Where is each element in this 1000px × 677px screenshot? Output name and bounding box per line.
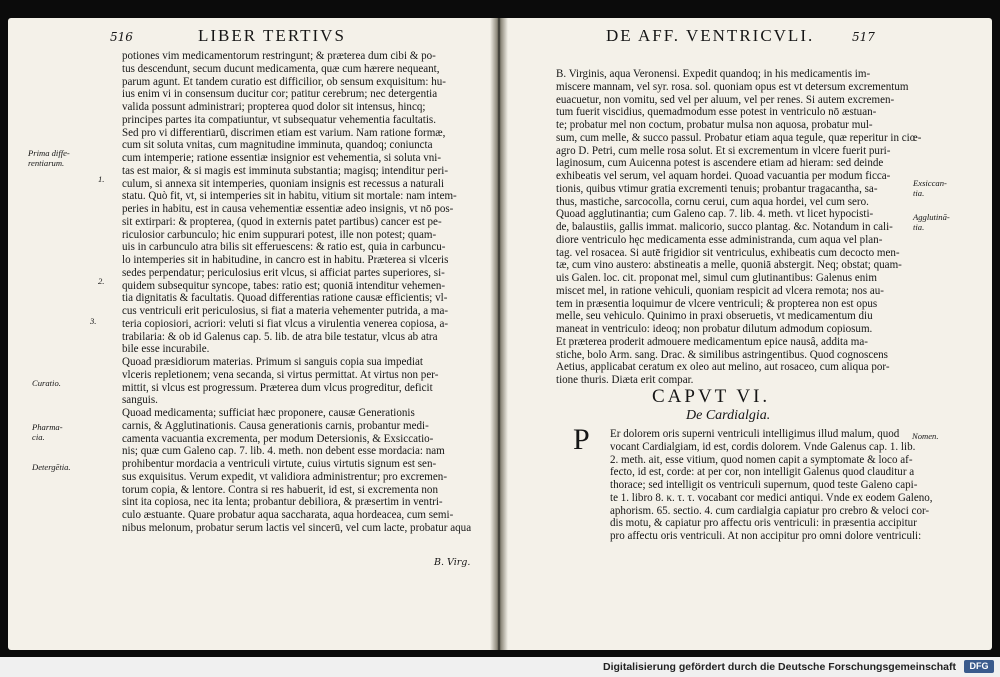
text-line: culo æstuante. Quare probatur aqua saccharata, aqua hordeacea, cum semi- (122, 509, 454, 521)
text-line: cum sit soluta vnitas, cum magnitudine imminuta, quandoq; coniuncta (122, 139, 433, 152)
text-line: tas est maior, & si magis est imminuta substantia; magisq; intenditur peri- (122, 164, 449, 177)
text-line: Quoad præsidiorum materias. Primum si sanguis copia sua impediat (122, 356, 423, 368)
text-line: tia dignitatis & facultatis. Quoad differentias ratione causæ efficientis; vl- (122, 292, 448, 305)
text-line: nis; quæ cum Galeno cap. 7. lib. 4. meth. non debent esse mordacia: nam (122, 445, 445, 458)
text-line: culum, si annexa sit intemperies, quoniam insignis est recessus a naturali (122, 177, 445, 190)
text-line: nibus melonum, probatur serum lactis vel sincerū, vel cum lacte, probatur aqua (122, 521, 472, 534)
text-line: sus exquisitus. Verum expedit, vt validiora administrentur; pro excremen- (122, 470, 447, 483)
text-line: sit extirpari: & propterea, (quod in externis patet partibus) cancer est pe- (122, 215, 442, 228)
drop-capital: P (573, 423, 590, 456)
funding-credit: Digitalisierung gefördert durch die Deutsche Forschungsgemeinschaft (603, 661, 956, 673)
text-line: pro affectu oris ventriculi. At non accipitur pro omni dolore ventriculi: (610, 530, 922, 542)
text-line: cum intemperie; ratione essentiæ insignior est vehementia, si soluta vni- (122, 152, 442, 164)
text-line: bile esse incurabile. (122, 343, 210, 356)
text-line: exhibeatis vel serum, vel aquam hordei. Quoad vacuantia per modum ficca- (556, 170, 891, 182)
right-page-number: 517 (852, 30, 875, 44)
margin-note: Prima diffe- rentiarum. (28, 148, 70, 168)
margin-note: Exsiccan- tia. (913, 178, 947, 198)
text-line: tus descendunt, secum ducunt medicamenta, quæ cum hærere nequeant, (122, 62, 440, 75)
text-line: fecto, id est, corde: at per cor, non intelligit Galenus quod clauditur a (610, 466, 915, 479)
text-line: Er dolorem oris superni ventriculi intelligimus illud malum, quod (610, 428, 900, 440)
text-line: sedes perpendatur; periculosius erit vlcus, si afficiat partes superiores, si- (122, 266, 445, 279)
text-line: mittit, si vlcus est progressum. Præterea dum vlcus progreditur, deficit (122, 381, 433, 394)
text-line: thus, mastiche, sarcocolla, cornu cerui, cum aqua hordei, vel cum sero. (556, 195, 869, 208)
text-line: tem in præsentia loquimur de vlcere ventriculi; & propterea non est opus (556, 297, 878, 310)
text-line: sint ita copiosa, nec ita lenta; probantur debiliora, & præsertim in ventri- (122, 496, 443, 509)
text-line: principes partes ita compatiuntur, vt subsequatur vehementia facultatis. (122, 113, 436, 126)
text-line: te; probatur mel non coctum, probatur mulsa non aquosa, probatur mul- (556, 119, 873, 131)
text-line: aphorism. 65. sectio. 4. cum cardialgia capiatur pro crebro & veloci cor- (610, 504, 930, 517)
text-line: Quoad medicamenta; sufficiat hæc proponere, causæ Generationis (122, 407, 415, 419)
text-line: prohibentur mordacia a ventriculi virtute, cuius virtutis signum est sen- (122, 458, 437, 470)
text-line: Et præterea proderit admouere medicamentum epice nausâ, addita ma- (556, 335, 868, 348)
text-line: parum agunt. Et tandem curatio est difficilior, ob sensum exquisitum: hu- (122, 75, 446, 88)
text-line: tæ, cum vino austero: abstineatis a melle, quoniā abstergit. Neq; obstat; quam- (556, 259, 902, 272)
text-line: uis Galen. loc. cit. proponat mel, simul cum glutinantibus: Galenus enim (556, 272, 877, 284)
right-page-text (556, 68, 921, 387)
left-page-number: 516 (110, 30, 133, 44)
text-line: tag. vel rosacea. Si autē frigidior sit ventriculus, exhibeatis cum decocto men- (556, 246, 900, 259)
right-running-head: DE AFF. VENTRICVLI. (606, 26, 815, 45)
chapter-text (610, 428, 933, 543)
text-line: euacuetur, non vomitu, sed vel per aluum, vel per renes. Si autem excremen- (556, 93, 895, 106)
text-line: maneat in ventriculo: ideoq; non probatur dilutum admodum copiosum. (556, 323, 873, 335)
left-running-head: LIBER TERTIVS (198, 26, 346, 45)
text-line: valida possunt administrari; propterea quod dolor sit intensus, hincq; (122, 101, 426, 113)
text-line: miscet mel, in ratione vehiculi, quoniam respicit ad vlcera remota; nos au- (556, 284, 884, 297)
chapter-subtitle: De Cardialgia. (686, 408, 771, 423)
text-line: stiche, bolo Arm. sang. Drac. & similibus astringentibus. Quod cognoscens (556, 348, 888, 361)
text-line: camenta vacuantia excrementa, per modum Detersionis, & Exsiccatio- (122, 432, 434, 445)
text-line: Aetius, applicabat ceratum ex oleo aut melino, aut rosaceo, cum aliqua por- (556, 361, 890, 374)
text-line: te 1. libro 8. κ. τ. τ. vocabant cor medici antiqui. Vnde ex eodem Galeno, (610, 491, 933, 504)
text-line: Sed pro vi differentiarū, discrimen etiam est varium. Nam ratione formæ, (122, 126, 446, 139)
text-line: sanguis. (122, 394, 158, 407)
margin-note: Agglutinā- tia. (913, 212, 950, 232)
text-line: cus ventriculi erit periculosius, si fiat a materia vehementer putrida, a ma- (122, 305, 449, 317)
text-line: tum fuerit viscidius, quemadmodum esse potest in ventriculo nō æstuan- (556, 106, 877, 119)
text-line: statu. Quò fit, vt, si intemperies sit in habitu, vitium sit mortale: nam intem- (122, 190, 457, 203)
text-line: lo intemperies sit in habitudine, in cancro est in habitu. Præterea si vlceris (122, 254, 449, 266)
text-line: vocant Cardialgiam, id est, cordis dolorem. Vnde Galenus cap. 1. lib. (610, 440, 916, 453)
text-line: trabilaria: & ob id Galenus cap. 5. lib. de atra bile testatur, vlcus ab atra (122, 330, 438, 343)
margin-note: Pharma- cia. (32, 422, 63, 442)
text-line: B. Virginis, aqua Veronensi. Expedit quandoq; in his medicamentis im- (556, 68, 871, 80)
text-line: laginosum, cum Auicenna potest is ascendere etiam ad hieram: sed deinde (556, 157, 884, 170)
text-line: tione thuris. Diæta erit compar. (556, 374, 694, 386)
text-line: tionis, quibus vtimur gratia excrementi tenuis; probantur tragacantha, sa- (556, 182, 878, 195)
text-line: riculosior carbunculo; hic enim suppurari potest, ille non potest; quam- (122, 228, 437, 241)
margin-note: 1. (98, 174, 105, 184)
dfg-logo: DFG (964, 660, 994, 673)
text-line: vlceris repletionem; vena secanda, si virtus permittat. At virtus non per- (122, 368, 439, 381)
book-gutter (490, 18, 508, 650)
text-line: ius enim vi in consensum ducitur cor; patitur cerebrum; nec detergentia (122, 88, 438, 101)
margin-note: Detergētia. (32, 462, 71, 472)
text-line: sum, cum melle, & succo passul. Probatur etiam aqua tegule, quæ reperitur in ciœ- (556, 131, 922, 144)
text-line: thorace; sed intelligit os ventriculi supernum, quod teste Galeno capi- (610, 479, 918, 491)
text-line: uis in carbunculo atra bilis sit efferuescens: & ratio est, quia in carbuncu- (122, 241, 446, 254)
text-line: 2. meth. ait, esse vitium, quod nomen capit a symptomate & loco af- (610, 453, 913, 466)
text-line: potiones vim medicamentorum restringunt; & præterea dum cibi & po- (122, 50, 436, 62)
text-line: dis motu, & capiatur pro affectu oris ventriculi: in præsentia accipitur (610, 517, 917, 530)
text-line: diore ventriculo hęc medicamenta esse administranda, cum aqua vel plan- (556, 233, 883, 246)
margin-note: 3. (90, 316, 97, 326)
catchword: B. Virg. (434, 557, 471, 568)
text-line: torum copia, & lentore. Contra si res habuerit, id est, si excrementa non (122, 483, 438, 496)
text-line: miscere mannam, vel syr. rosa. sol. quoniam opus est vt detersum excrementum (556, 80, 909, 93)
text-line: agro D. Petri, cum melle rosa solut. Et si excrementum in vlcere fuerit puri- (556, 144, 891, 157)
text-line: Quoad agglutinantia; cum Galeno cap. 7. lib. 4. meth. vt licet hypocisti- (556, 208, 874, 221)
text-line: teria copiosiori, acriori: veluti si fiat vlcus a virulentia venerea copiosa, a- (122, 317, 449, 330)
margin-note: 2. (98, 276, 105, 286)
chapter-title: CAPVT VI. (652, 386, 771, 407)
margin-note: Nomen. (912, 431, 939, 441)
text-line: peries in habitu, est in causa vehementiæ essentiæ adeo insignis, vt nō pos- (122, 203, 454, 215)
margin-note: Curatio. (32, 378, 61, 388)
text-line: melle, seu vehiculo. Quinimo in praxi obseruetis, vt medicamentum diu (556, 310, 873, 323)
text-line: carnis, & Agglutinationis. Causa generationis carnis, probantur medi- (122, 419, 429, 432)
text-line: de, balaustiis, gallis immat. malicorio, succo plantag. &c. Notandum in cali- (556, 221, 893, 233)
text-line: quidem subsequitur syncope, tabes: ratio est; quoniā intenditur vehemen- (122, 279, 446, 292)
left-page-text (122, 50, 471, 535)
